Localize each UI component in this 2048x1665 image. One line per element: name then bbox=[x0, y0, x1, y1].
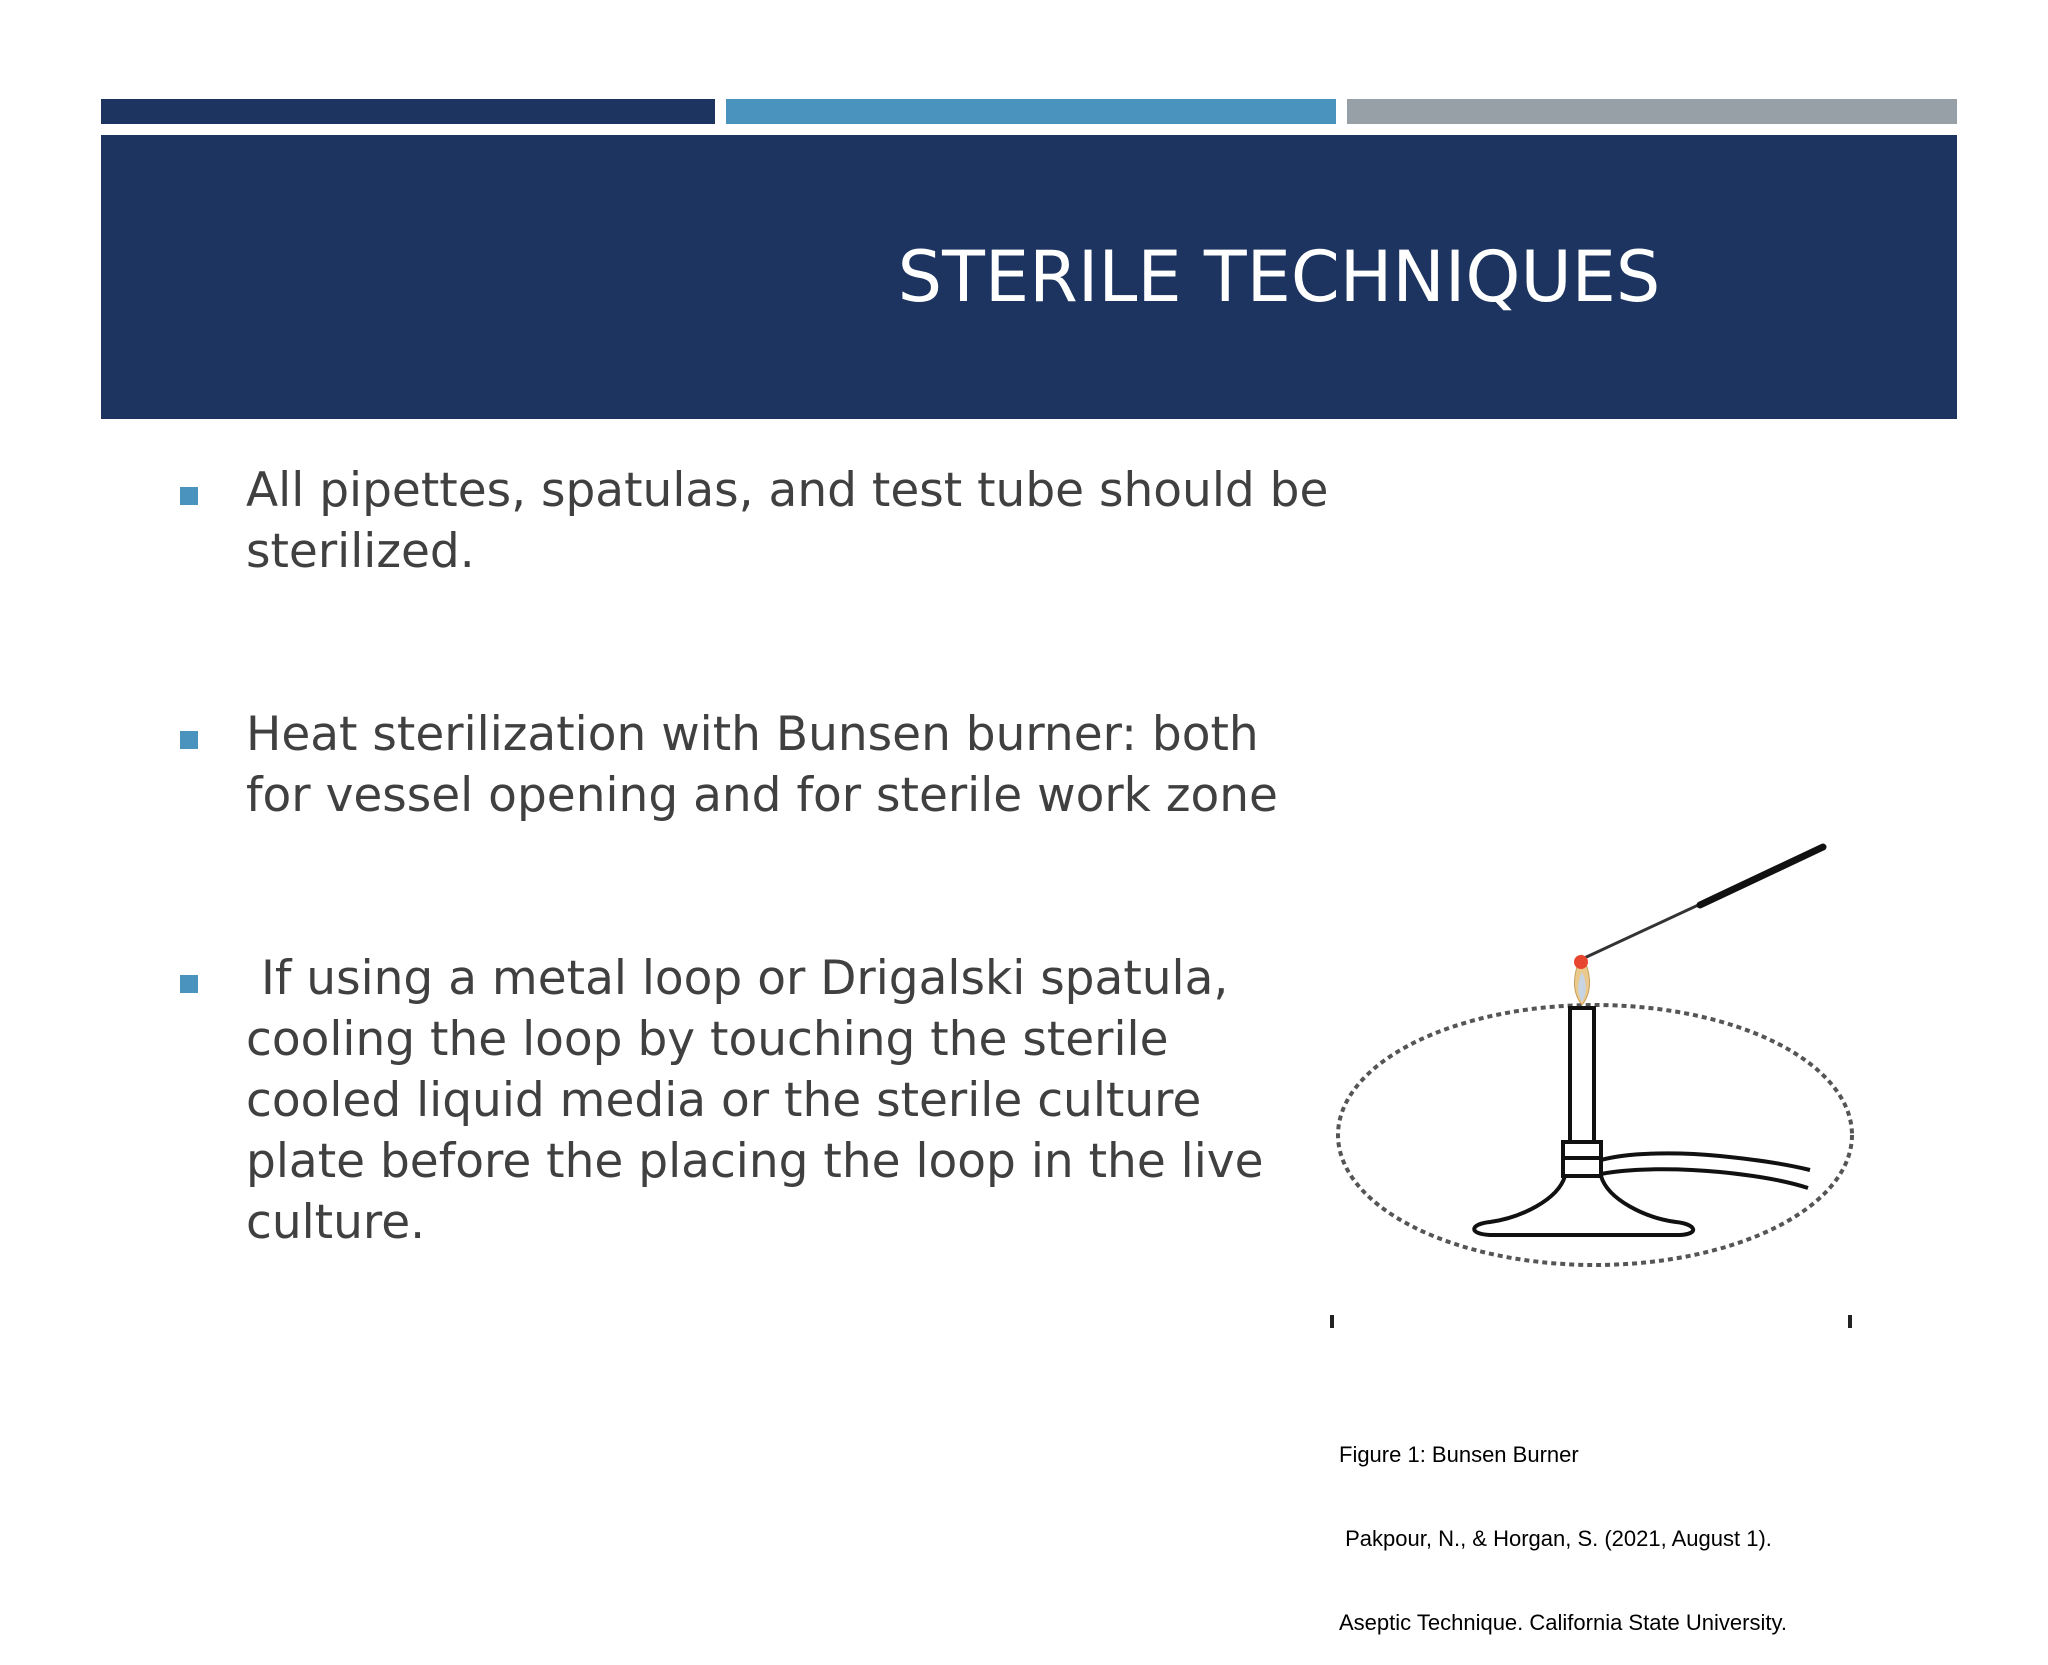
bunsen-burner-icon bbox=[1320, 830, 1870, 1330]
burner-collar-top bbox=[1563, 1142, 1601, 1158]
bullet-text: If using a metal loop or Drigalski spatula, cooling the loop by touching the sterile cooled liquid media or the sterile culture plate before the placing the loop in the live culture. bbox=[246, 951, 1279, 1250]
bullet-square-icon bbox=[180, 731, 198, 749]
bullet-item-sterilize-tools bbox=[180, 460, 1330, 582]
bunsen-burner-figure bbox=[1320, 830, 1870, 1330]
bullet-text: All pipettes, spatulas, and test tube should be sterilized. bbox=[246, 463, 1329, 579]
slide-title: STERILE TECHNIQUES bbox=[897, 236, 1661, 318]
burner-base bbox=[1474, 1176, 1693, 1235]
title-banner bbox=[101, 135, 1957, 419]
accent-bar-navy bbox=[101, 99, 715, 124]
hot-loop-tip bbox=[1574, 955, 1588, 969]
bullet-list bbox=[180, 460, 1330, 1253]
caption-line-2: Pakpour, N., & Horgan, S. (2021, August 1). bbox=[1339, 1526, 1772, 1551]
loop-handle bbox=[1700, 847, 1823, 905]
caption-line-1: Figure 1: Bunsen Burner bbox=[1339, 1442, 1579, 1467]
gas-hose-top bbox=[1601, 1153, 1810, 1170]
accent-bar-gray bbox=[1347, 99, 1957, 124]
bullet-item-cooling-loop bbox=[180, 948, 1330, 1253]
burner-collar-bottom bbox=[1563, 1158, 1601, 1176]
caption-line-3: Aseptic Technique. California State University. bbox=[1339, 1610, 1787, 1635]
bullet-text: Heat sterilization with Bunsen burner: both for vessel opening and for sterile work zone bbox=[246, 707, 1278, 823]
figure-caption bbox=[1339, 1385, 1899, 1665]
burner-barrel bbox=[1570, 1008, 1594, 1143]
bullet-square-icon bbox=[180, 487, 198, 505]
gas-hose-bottom bbox=[1601, 1169, 1808, 1188]
bullet-square-icon bbox=[180, 975, 198, 993]
accent-bar-blue bbox=[726, 99, 1336, 124]
bullet-item-heat-sterilization bbox=[180, 704, 1330, 826]
